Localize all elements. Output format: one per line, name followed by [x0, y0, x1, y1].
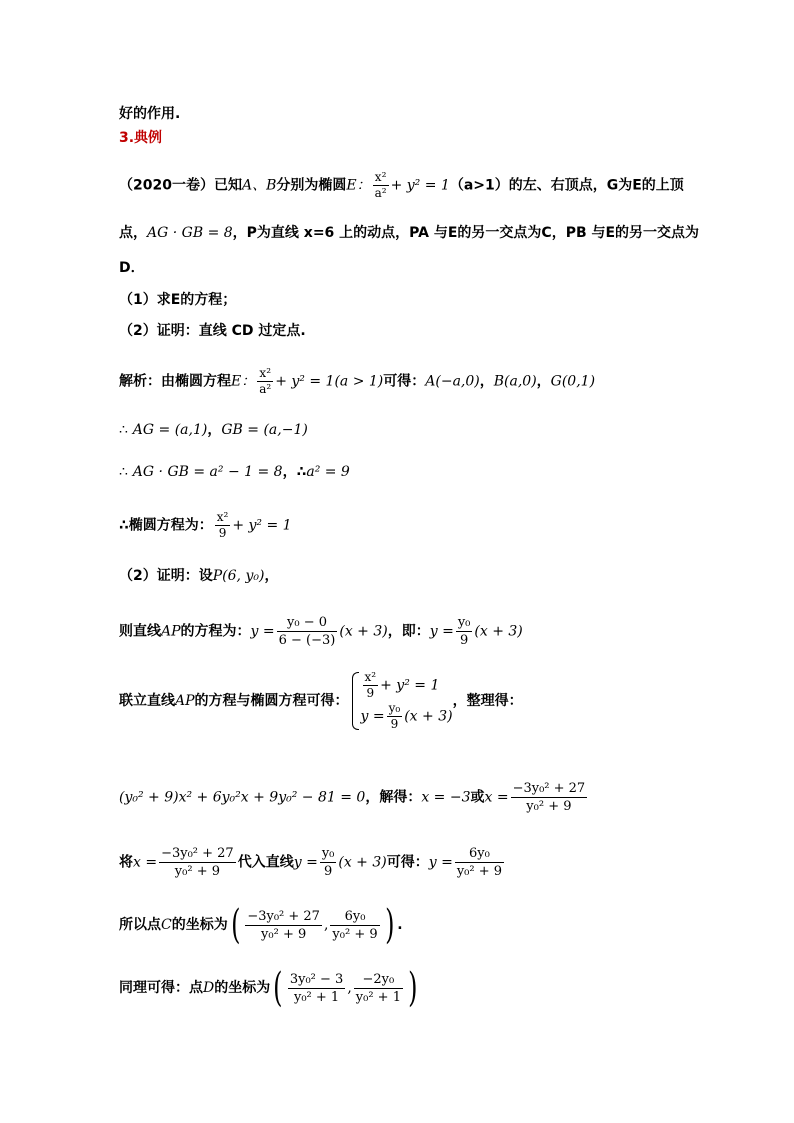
math: (x + 3): [474, 623, 523, 640]
problem-line: [119, 170, 684, 201]
math: + y² = 1: [390, 177, 450, 194]
text: D．: [119, 260, 145, 276]
math: + y² = 1(a > 1): [275, 373, 384, 390]
math: AG · GB = a² − 1 = 8: [132, 464, 283, 480]
fraction: $\frac{\text{y₀}}{9}$: [457, 615, 471, 648]
text: ∴椭圆方程为：: [119, 517, 213, 534]
solution-line: [119, 845, 506, 880]
paren-open: (: [230, 902, 241, 948]
math: (x + 3): [339, 623, 388, 640]
math: A、B: [241, 177, 277, 194]
math: A(−a,0): [425, 373, 480, 390]
math: C: [161, 917, 172, 933]
text: 的坐标为: [171, 917, 228, 933]
solution-line: 同理可得：点D的坐标为( $\frac{\text{3y₀² − 3}}{\text{y₀² + 1}}$ , $\frac{\text{−2y₀}}{\text{y₀² + 1}}$ ): [119, 965, 418, 1011]
text: 的方程为：: [180, 623, 251, 640]
math: AP: [175, 693, 195, 709]
math: y =: [428, 854, 453, 871]
solution-line: [119, 510, 292, 541]
text: 的方程与椭圆方程可得：: [194, 693, 349, 709]
solution-line: [119, 366, 595, 397]
text: 或: [470, 789, 485, 806]
text: .: [397, 917, 403, 933]
solution-line: [119, 462, 350, 482]
math: x =: [484, 789, 509, 806]
text: 分别为椭圆: [276, 177, 347, 194]
problem-line: [119, 223, 699, 243]
math: D: [203, 980, 215, 996]
math: GB = (a,−1): [221, 422, 308, 438]
text: ，: [479, 373, 494, 390]
math: AG · GB = 8: [147, 225, 233, 241]
text: ，∴: [282, 464, 307, 480]
math: P(6, y₀): [212, 568, 265, 584]
fraction: $\frac{\text{x²}}{\text{a²}}$: [259, 366, 272, 396]
math: x =: [133, 854, 158, 871]
text: ，: [207, 422, 222, 438]
paren-close: ): [384, 902, 395, 948]
text: 所以点: [119, 917, 161, 933]
math: y =: [250, 623, 275, 640]
question-2: [119, 321, 306, 341]
text: ，P为直线 x=6 上的动点，PA 与E的另一交点为C，PB 与E的另一交点为: [232, 225, 700, 241]
fraction: $\frac{\text{6y₀}}{\text{y₀² + 9}}$: [456, 846, 503, 879]
problem-line: [119, 258, 145, 278]
fraction: $\frac{\text{y₀}}{9}$: [321, 846, 335, 879]
math: G(0,1): [550, 373, 596, 390]
math: AG = (a,1): [132, 422, 208, 438]
fraction: $\frac{\text{−2y₀}}{\text{y₀² + 1}}$: [355, 971, 401, 1005]
fraction: $\frac{\text{x²}}{9}$: [216, 510, 229, 540]
solution-line: [119, 780, 589, 815]
question-1: [119, 290, 236, 310]
section-heading: [119, 128, 162, 148]
math: E：: [346, 177, 371, 194]
paren-close: ): [408, 965, 418, 1011]
text: （2）证明：直线 CD 过定点.: [119, 323, 306, 339]
fraction: $\frac{\text{−3y₀² + 27}}{\text{y₀² + 9}}$: [161, 846, 234, 879]
text: （a>1）的左、右顶点，G为E的上顶: [449, 177, 684, 194]
math: a² = 9: [306, 464, 350, 480]
math: (y₀² + 9)x² + 6y₀²x + 9y₀² − 81 = 0: [119, 789, 366, 806]
text: ，: [264, 568, 279, 584]
text: 解析：由椭圆方程: [119, 373, 231, 390]
text: ，解得：: [365, 789, 422, 806]
text: ，: [536, 373, 551, 390]
text: 将: [119, 854, 133, 871]
text: 好的作用.: [119, 106, 181, 122]
solution-line: [119, 566, 278, 586]
math: (x + 3): [338, 854, 387, 871]
text: （1）求E的方程；: [119, 292, 237, 308]
text: （2）证明：设: [119, 568, 213, 584]
text: 代入直线: [237, 854, 294, 871]
solution-line: [119, 670, 523, 732]
math: B(a,0): [493, 373, 537, 390]
text: ，即：: [387, 623, 430, 640]
text: 联立直线: [119, 693, 175, 709]
text: 点，: [119, 225, 147, 241]
fraction: $\frac{\text{x²}}{\text{a²}}$: [374, 170, 387, 200]
solution-line: [119, 420, 308, 440]
math: AP: [161, 623, 181, 640]
solution-line: [119, 614, 523, 649]
fraction: $\frac{\text{−3y₀² + 27}}{\text{y₀² + 9}}$: [247, 908, 320, 942]
text: 3.典例: [119, 130, 163, 146]
equation-system: $\frac{\text{x²}}{9}$ + y² = 1 y = $\frac{\text{y₀}}{9}$ (x + 3): [349, 670, 453, 732]
text: 可得：: [386, 854, 429, 871]
math: + y² = 1: [232, 517, 292, 534]
text: 则直线: [119, 623, 161, 640]
fraction: $\frac{\text{3y₀² − 3}}{\text{y₀² + 1}}$: [289, 971, 344, 1005]
text: 同理可得：点: [119, 980, 203, 996]
math: y =: [429, 623, 454, 640]
text: 可得：: [383, 373, 426, 390]
math: E：: [231, 373, 256, 390]
math: y =: [293, 854, 318, 871]
text: ，整理得：: [452, 693, 523, 709]
solution-line: 所以点C的坐标为( $\frac{\text{−3y₀² + 27}}{\text{y₀² + 9}}$ , $\frac{\text{6y₀}}{\text{y₀² + 9}}$ ) .: [119, 902, 403, 948]
paren-open: (: [273, 965, 283, 1011]
text: 的坐标为: [214, 980, 271, 996]
fraction: $\frac{\text{−3y₀² + 27}}{\text{y₀² + 9}}$: [512, 781, 586, 814]
therefore-symbol: ∴: [119, 422, 128, 438]
math: x = −3: [421, 789, 471, 806]
fraction: $\frac{\text{y₀ − 0}}{6 - (-3)}$: [278, 615, 336, 648]
therefore-symbol: ∴: [119, 464, 128, 480]
text-line: [119, 104, 180, 124]
fraction: $\frac{\text{6y₀}}{\text{y₀² + 9}}$: [332, 908, 378, 942]
text: （2020一卷）已知: [119, 177, 242, 194]
